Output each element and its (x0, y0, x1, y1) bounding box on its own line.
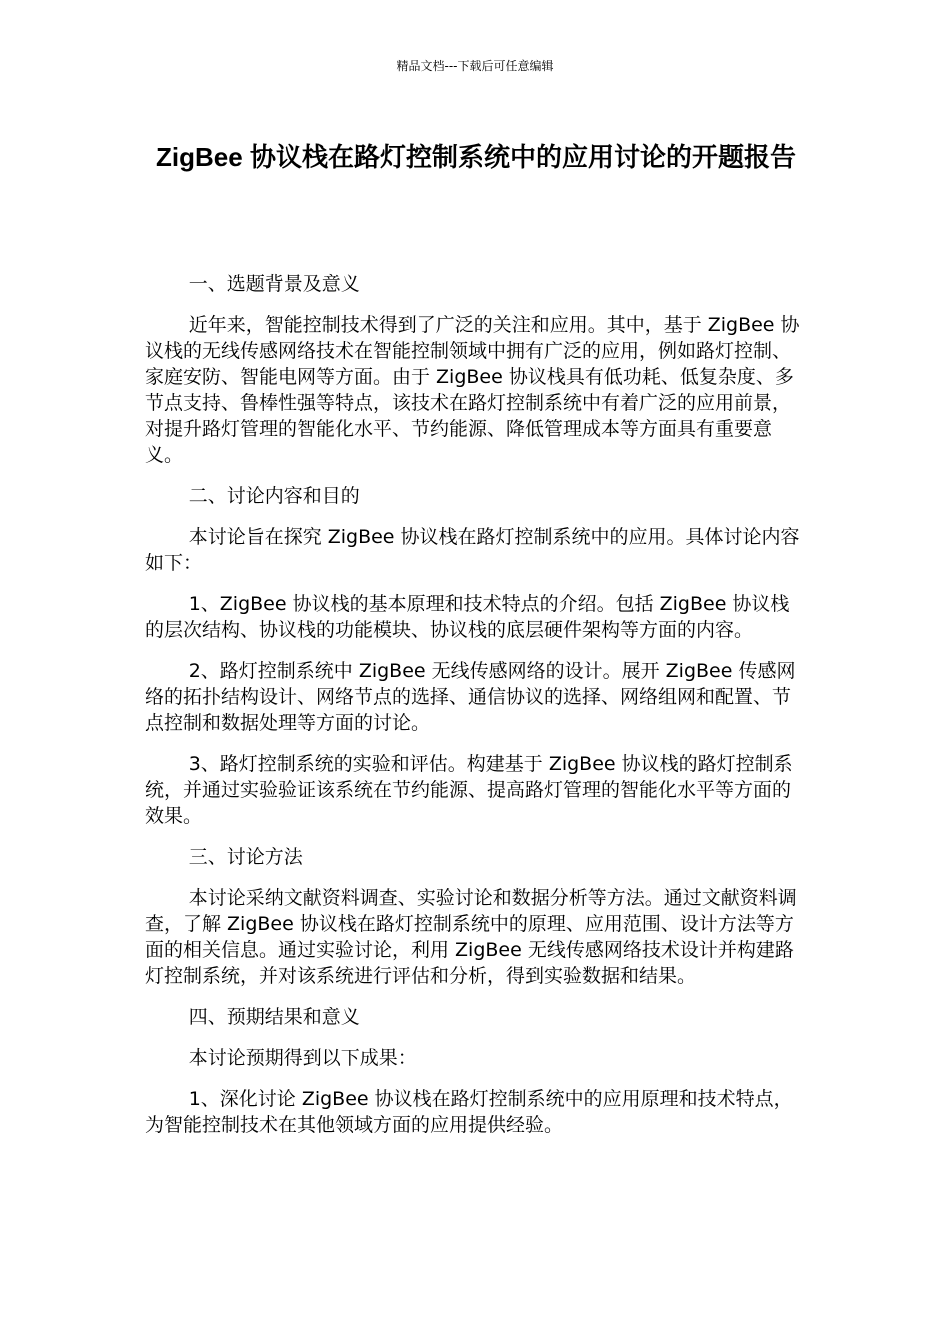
section-heading-results: 四、预期结果和意义 (188, 1006, 360, 1028)
list-item-results-1: 1、深化讨论 ZigBee 协议栈在路灯控制系统中的应用原理和技术特点，为智能控制技术在其他领域方面的应用提供经验。 (145, 1088, 793, 1136)
paragraph-results-intro: 本讨论预期得到以下成果： (188, 1047, 417, 1069)
paragraph-background: 近年来，智能控制技术得到了广泛的关注和应用。其中，基于 ZigBee 协议栈的无线传感网络技术在智能控制领域中拥有广泛的应用，例如路灯控制、家庭安防、智能电网等方面。由于 ZigBee 协议栈具有低功耗、低复杂度、多节点支持、鲁棒性强等特点，该技术在路灯控制系统中有着广泛的应用前景，对提升路灯管理的智能化水平、节约能源、降低管理成本等方面具有重要意义。 (145, 314, 800, 466)
document-body (145, 271, 807, 1153)
section-heading-content: 二、讨论内容和目的 (188, 485, 360, 507)
list-item-content-2: 2、路灯控制系统中 ZigBee 无线传感网络的设计。展开 ZigBee 传感网络的拓扑结构设计、网络节点的选择、通信协议的选择、网络组网和配置、节点控制和数据处理等方面的讨论。 (145, 660, 796, 734)
document-title: ZigBee 协议栈在路灯控制系统中的应用讨论的开题报告 (156, 142, 796, 172)
paragraph-content-intro: 本讨论旨在探究 ZigBee 协议栈在路灯控制系统中的应用。具体讨论内容如下： (145, 526, 800, 574)
header-note: 精品文档---下载后可任意编辑 (396, 59, 554, 73)
paragraph-method: 本讨论采纳文献资料调查、实验讨论和数据分析等方法。通过文献资料调查，了解 ZigBee 协议栈在路灯控制系统中的原理、应用范围、设计方法等方面的相关信息。通过实验讨论，利用 ZigBee 无线传感网络技术设计并构建路灯控制系统，并对该系统进行评估和分析，得到实验数据和结果。 (145, 887, 797, 987)
list-item-content-3: 3、路灯控制系统的实验和评估。构建基于 ZigBee 协议栈的路灯控制系统，并通过实验验证该系统在节约能源、提高路灯管理的智能化水平等方面的效果。 (145, 753, 793, 827)
section-heading-background: 一、选题背景及意义 (188, 273, 360, 295)
section-heading-method: 三、讨论方法 (188, 846, 303, 868)
list-item-content-1: 1、ZigBee 协议栈的基本原理和技术特点的介绍。包括 ZigBee 协议栈的层次结构、协议栈的功能模块、协议栈的底层硬件架构等方面的内容。 (145, 593, 790, 641)
